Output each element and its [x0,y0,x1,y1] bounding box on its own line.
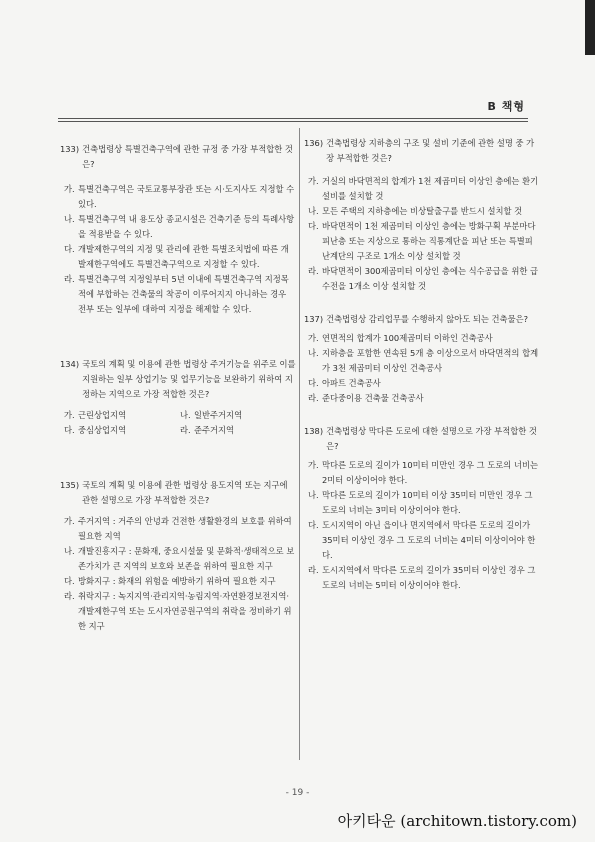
option-na[interactable] [64,544,296,574]
option-text: 일반주거지역 [194,410,243,420]
question-text: 건축법령상 특별건축구역에 관한 규정 중 가장 부적합한 것은? [82,144,293,169]
option-key: 라. [308,266,319,276]
option-key: 다. [308,221,319,231]
booklet-type-label: B 책형 [487,100,525,113]
option-na[interactable] [308,488,540,518]
option-text: 도시지역에서 막다른 도로의 길이가 35미터 이상인 경우 그 도로의 너비는 5미터 이상이어야 한다. [322,565,536,590]
option-key: 나. [308,206,319,216]
option-ra[interactable] [64,589,296,634]
option-ga[interactable] [64,182,296,212]
option-na[interactable] [180,408,296,423]
option-text: 특별건축구역 지정일부터 5년 이내에 특별건축구역 지정목적에 부합하는 건축물의 착공이 이루어지지 아니하는 경우 전부 또는 일부에 대하여 지정을 해제할 수 있다. [78,274,289,314]
option-ra[interactable] [308,264,540,294]
question-text: 건축법령상 막다른 도로에 대한 설명으로 가장 부적합한 것은? [326,426,537,451]
option-text: 취락지구 : 녹지지역·관리지역·농림지역·자연환경보전지역·개발제한구역 또는 도시자연공원구역의 취락을 정비하기 위한 지구 [78,591,292,631]
question-stem [60,142,296,172]
option-na[interactable] [308,346,540,376]
option-da[interactable] [308,219,540,264]
option-key: 나. [308,490,319,500]
question-text: 건축법령상 지하층의 구조 및 설비 기준에 관한 설명 중 가장 부적합한 것은? [326,138,535,163]
question-number: 133) [60,144,80,154]
question-text: 건축법령상 감리업무를 수행하지 않아도 되는 건축물은? [326,314,529,324]
option-text: 주거지역 : 거주의 안녕과 건전한 생활환경의 보호를 위하여 필요한 지역 [78,516,292,541]
question-stem [304,312,540,327]
question-number: 137) [304,314,324,324]
question-number: 138) [304,426,324,436]
option-ga[interactable] [64,514,296,544]
option-text: 막다른 도로의 길이가 10미터 이상 35미터 미만인 경우 그 도로의 너비는 3미터 이상이어야 한다. [322,490,533,515]
option-key: 라. [64,591,75,601]
option-key: 가. [64,184,75,194]
option-text: 지하층을 포함한 연속된 5개 층 이상으로서 바닥면적의 합계가 3천 제곱미터 이상인 건축공사 [322,348,539,373]
header-rule [58,118,528,119]
question-stem [304,424,540,454]
option-key: 나. [180,410,191,420]
option-key: 나. [64,546,75,556]
question-136 [304,136,540,294]
option-da[interactable] [308,376,540,391]
option-da[interactable] [64,242,296,272]
option-text: 모든 주택의 지하층에는 비상탈출구를 반드시 설치할 것 [322,206,523,216]
question-133 [60,142,296,317]
question-138 [304,424,540,593]
option-text: 아파트 건축공사 [322,378,381,388]
option-key: 가. [308,176,319,186]
option-key: 라. [180,425,191,435]
option-text: 거실의 바닥면적의 합계가 1천 제곱미터 이상인 층에는 환기설비를 설치할 것 [322,176,539,201]
option-key: 가. [308,460,319,470]
option-text: 연면적의 합계가 100제곱미터 이하인 건축공사 [322,333,493,343]
right-column [304,128,540,593]
header-rule-secondary [58,121,528,122]
question-stem [60,357,296,402]
site-watermark: 아키타운 (architown.tistory.com) [337,812,577,830]
option-da[interactable] [64,574,296,589]
option-key: 가. [308,333,319,343]
option-key: 라. [308,565,319,575]
question-135 [60,478,296,634]
question-number: 135) [60,480,80,490]
question-134 [60,357,296,438]
option-da[interactable] [308,518,540,563]
option-key: 나. [308,348,319,358]
option-key: 다. [308,378,319,388]
option-text: 바닥면적이 300제곱미터 이상인 층에는 식수공급을 위한 급수전을 1개소 이상 설치할 것 [322,266,539,291]
option-ga[interactable] [64,408,180,423]
option-text: 중심상업지역 [78,425,127,435]
left-column [60,128,296,634]
option-text: 근린상업지역 [78,410,127,420]
question-stem [304,136,540,166]
option-key: 가. [64,516,75,526]
option-key: 라. [308,393,319,403]
option-ra[interactable] [64,272,296,317]
column-divider [299,128,300,760]
page-corner-mark [577,0,595,55]
option-text: 개발제한구역의 지정 및 관리에 관한 특별조치법에 따른 개발제한구역에도 특별건축구역으로 지정할 수 있다. [78,244,289,269]
option-text: 준다중이용 건축물 건축공사 [322,393,424,403]
option-na[interactable] [308,204,540,219]
option-ra[interactable] [180,423,296,438]
question-137 [304,312,540,406]
option-text: 도시지역이 아닌 읍이나 면지역에서 막다른 도로의 길이가 35미터 이상인 경우 그 도로의 너비는 4미터 이상이어야 한다. [322,520,536,560]
option-ga[interactable] [308,331,540,346]
option-ga[interactable] [308,174,540,204]
option-na[interactable] [64,212,296,242]
option-key: 가. [64,410,75,420]
option-ra[interactable] [308,563,540,593]
option-text: 특별건축구역 내 용도상 종교시설은 건축기준 등의 특례사항을 적용받을 수 있다. [78,214,295,239]
option-grid [64,408,296,438]
question-number: 134) [60,359,80,369]
option-key: 다. [64,425,75,435]
option-key: 다. [308,520,319,530]
option-text: 방화지구 : 화재의 위험을 예방하기 위하여 필요한 지구 [78,576,276,586]
option-text: 바닥면적이 1천 제곱미터 이상인 층에는 방화구획 부분마다 피난층 또는 지상으로 통하는 직통계단을 피난 또는 특별피난계단의 구조로 1개소 이상 설치할 것 [322,221,536,261]
option-text: 특별건축구역은 국토교통부장관 또는 시·도지사도 지정할 수 있다. [78,184,295,209]
option-key: 다. [64,576,75,586]
option-key: 라. [64,274,75,284]
option-key: 다. [64,244,75,254]
option-text: 개발진흥지구 : 문화재, 중요시설물 및 문화적·생태적으로 보존가치가 큰 지역의 보호와 보존을 위하여 필요한 지구 [78,546,295,571]
option-ra[interactable] [308,391,540,406]
question-stem [60,478,296,508]
question-text: 국토의 계획 및 이용에 관한 법령상 주거기능을 위주로 이를 지원하는 일부 상업기능 및 업무기능을 보완하기 위하여 지정하는 지역으로 가장 적합한 것은? [82,359,296,399]
option-text: 준주거지역 [194,425,235,435]
question-text: 국토의 계획 및 이용에 관한 법령상 용도지역 또는 지구에 관한 설명으로 가장 부적합한 것은? [82,480,288,505]
option-key: 나. [64,214,75,224]
option-ga[interactable] [308,458,540,488]
page-number: - 19 - [285,788,310,798]
option-da[interactable] [64,423,180,438]
question-number: 136) [304,138,324,148]
option-text: 막다른 도로의 길이가 10미터 미만인 경우 그 도로의 너비는 2미터 이상이어야 한다. [322,460,538,485]
